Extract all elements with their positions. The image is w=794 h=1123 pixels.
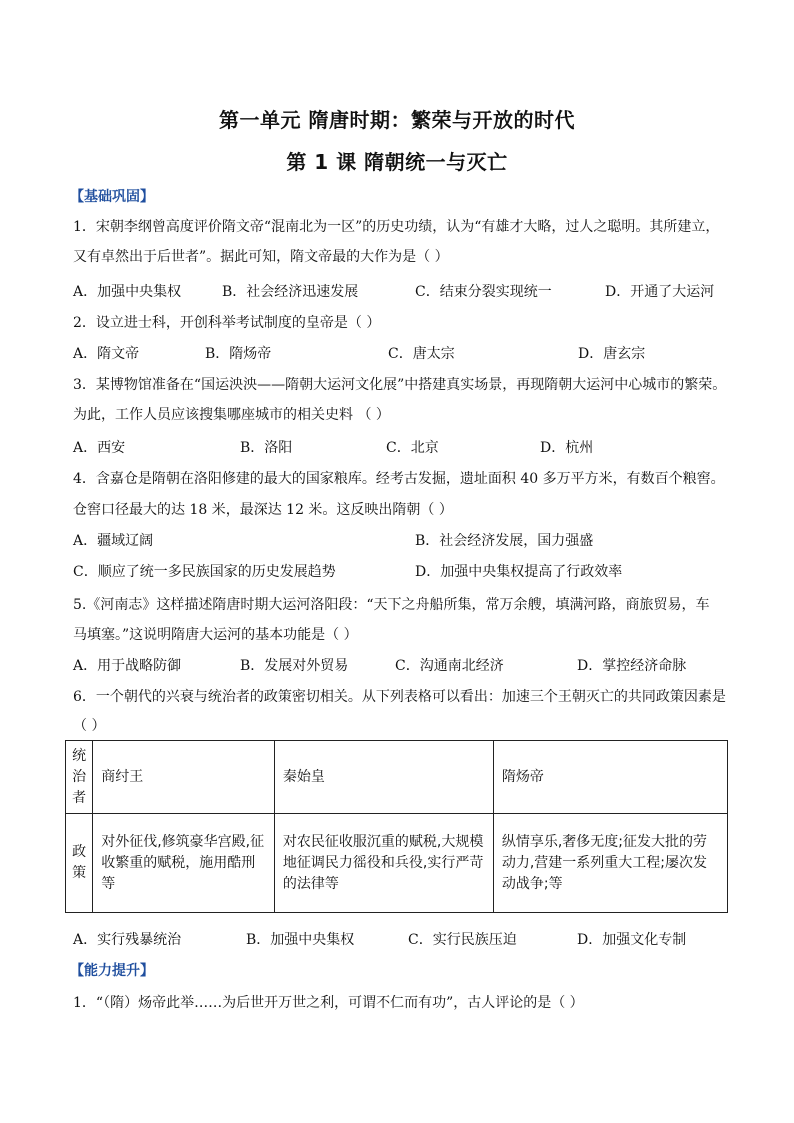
question-6-line-1: 6．一个朝代的兴衰与统治者的政策密切相关。从下列表格可以看出：加速三个王朝灭亡的共同政策因素是 (73, 689, 726, 705)
question-6-option-a: A．实行残暴统治 (73, 932, 182, 948)
table-cell-shangzhou-policy: 对外征伐,修筑豪华宫殿,征收繁重的赋税，施用酷刑等 (93, 814, 275, 913)
question-2-line-1: 2．设立进士科，开创科举考试制度的皇帝是（ ） (73, 315, 381, 331)
table-header-row (66, 741, 728, 814)
question-5-line-1: 5.《河南志》这样描述隋唐时期大运河洛阳段：“天下之舟船所集，常万余艘，填满河路，商旅贸易，车 (73, 597, 710, 613)
table-header-cell-suiyangdi: 隋炀帝 (493, 741, 727, 814)
question-4-option-a: A．疆域辽阔 (73, 533, 154, 549)
question-3-line-2: 为此，工作人员应该搜集哪座城市的相关史料 （ ） (73, 407, 390, 423)
question-4-option-d: D．加强中央集权提高了行政效率 (415, 564, 623, 580)
question-6-line-2: （ ） (73, 718, 106, 734)
question-1-option-c: C．结束分裂实现统一 (415, 284, 552, 300)
question-5-line-2: 马填塞。”这说明隋唐大运河的基本功能是（ ） (73, 627, 358, 643)
section-advance-heading: 【能力提升】 (70, 963, 154, 979)
question-5-option-d: D．掌控经济命脉 (577, 658, 687, 674)
question-2-option-b: B．隋炀帝 (205, 346, 272, 362)
question-6-option-b: B．加强中央集权 (246, 932, 355, 948)
table-header-cell-shangzhou: 商纣王 (93, 741, 275, 814)
table-cell-qinshihuang-policy: 对农民征收服沉重的赋税,大规模地征调民力徭役和兵役,实行严苛的法律等 (274, 814, 493, 913)
question-2-option-d: D．唐玄宗 (578, 346, 646, 362)
table-row (66, 814, 728, 913)
section-basic-heading: 【基础巩固】 (70, 189, 154, 205)
table-header-cell-ruler (66, 741, 93, 814)
question-3-option-d: D．杭州 (540, 440, 594, 456)
question-4-line-2: 仓窖口径最大的达 18 米，最深达 12 米。这反映出隋朝（ ） (73, 502, 453, 518)
question-5-option-a: A．用于战略防御 (73, 658, 182, 674)
question-1-option-d: D．开通了大运河 (605, 284, 715, 300)
question-4-line-1: 4．含嘉仓是隋朝在洛阳修建的最大的国家粮库。经考古发掘，遗址面积 40 多万平方米，有数百个粮窖。 (73, 471, 725, 487)
question-6-option-c: C．实行民族压迫 (408, 932, 517, 948)
question-3-option-b: B．洛阳 (240, 440, 293, 456)
question-2-option-c: C．唐太宗 (388, 346, 455, 362)
question-4-option-b: B．社会经济发展，国力强盛 (415, 533, 594, 549)
question-3-line-1: 3．某博物馆准备在“国运泱泱——隋朝大运河文化展”中搭建真实场景，再现隋朝大运河中心城市的繁荣。 (73, 377, 727, 393)
question-5-option-b: B．发展对外贸易 (240, 658, 349, 674)
question-1-option-a: A．加强中央集权 (73, 284, 182, 300)
question-1-option-b: B．社会经济迅速发展 (222, 284, 359, 300)
ruler-label: 统 治 者 (72, 747, 87, 806)
question-4-option-c: C．顺应了统一多民族国家的历史发展趋势 (73, 564, 336, 580)
question-6-option-d: D．加强文化专制 (577, 932, 687, 948)
policy-label: 政 策 (72, 844, 87, 881)
unit-title: 第一单元 隋唐时期：繁荣与开放的时代 (219, 108, 575, 132)
question-2-option-a: A．隋文帝 (73, 346, 140, 362)
advance-question-1-line-1: 1．“（隋）炀帝此举……为后世开万世之利，可谓不仁而有功”，古人评论的是（ ） (73, 995, 584, 1011)
question-1-line-1: 1．宋朝李纲曾高度评价隋文帝“混南北为一区”的历史功绩，认为“有雄才大略，过人之聪明。其所建立， (73, 219, 720, 235)
table-cell-suiyangdi-policy: 纵情享乐,奢侈无度;征发大批的劳动力,营建一系列重大工程;屡次发动战争;等 (493, 814, 727, 913)
table-header-cell-qinshihuang: 秦始皇 (274, 741, 493, 814)
question-1-line-2: 又有卓然出于后世者”。据此可知，隋文帝最的大作为是（ ） (73, 249, 449, 265)
table-row-label-policy (66, 814, 93, 913)
lesson-title: 第 1 课 隋朝统一与灭亡 (286, 150, 508, 174)
question-5-option-c: C．沟通南北经济 (395, 658, 504, 674)
policy-comparison-table (65, 740, 728, 913)
question-3-option-c: C．北京 (386, 440, 439, 456)
question-3-option-a: A．西安 (73, 440, 126, 456)
